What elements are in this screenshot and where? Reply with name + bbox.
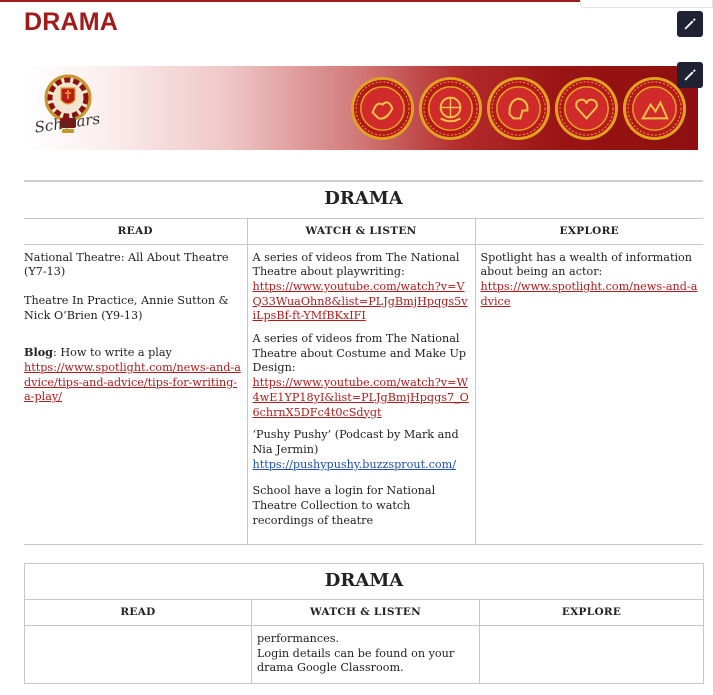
blog-link[interactable]: https://www.spotlight.com/news-and-advice/tips-and-advice/tips-for-writing-a-play/ (24, 361, 241, 404)
edit-banner-button[interactable] (677, 62, 703, 88)
playwriting-videos (253, 251, 470, 325)
watch-listen-cell (252, 626, 480, 684)
national-theatre-login-text: School have a login for National Theatre Collection to watch recordings of theatre (252, 484, 436, 527)
pencil-icon (683, 68, 697, 82)
login-details-text: Login details can be found on your drama Google Classroom. (257, 646, 455, 675)
svg-text:Scholars: Scholars (33, 109, 102, 137)
explore-cell (480, 626, 704, 684)
compassion-badge-icon (417, 75, 484, 142)
podcast-link[interactable]: https://pushypushy.buzzsprout.com/ (252, 457, 457, 471)
values-banner (24, 66, 698, 150)
playwriting-link[interactable]: https://www.youtube.com/watch?v=VQ33WuaOhn8&list=PLJgBmjHpqgs5viLpsBf-ft-YMfBKxIFI (252, 279, 468, 323)
podcast-text: ‘Pushy Pushy’ (Podcast by Mark and Nia Jermin) (252, 428, 459, 456)
performances-text: performances. (257, 632, 340, 645)
header-explore: EXPLORE (475, 218, 703, 244)
blog-label: Blog (24, 345, 53, 360)
table-title: DRAMA (24, 181, 703, 218)
top-tab (580, 0, 713, 8)
explore-text: Spotlight has a wealth of information about being an actor: (480, 250, 692, 279)
podcast-entry (253, 428, 470, 472)
costume-videos (253, 332, 470, 420)
drama-resources-table-continued (24, 563, 704, 684)
pencil-icon (683, 17, 697, 31)
page-title: DRAMA (24, 8, 119, 36)
blog-entry (24, 345, 242, 405)
kindness-badge-icon (349, 75, 416, 142)
values-badges (348, 71, 688, 147)
spotlight-link[interactable]: https://www.spotlight.com/news-and-advice (480, 279, 698, 308)
header-read: READ (25, 600, 252, 626)
drama-resources-table (24, 180, 703, 545)
header-watch-listen: WATCH & LISTEN (252, 600, 480, 626)
read-item-theatre-in-practice: Theatre In Practice, Annie Sutton & Nick O’Brien (Y9-13) (24, 293, 229, 322)
read-cell (24, 244, 247, 544)
dignity-badge-icon (553, 75, 620, 142)
courage-badge-icon (485, 75, 552, 142)
table-title: DRAMA (25, 564, 704, 600)
read-item-all-about-theatre: National Theatre: All About Theatre (Y7-13) (24, 250, 229, 279)
watch-listen-cell (247, 244, 475, 544)
read-cell (25, 626, 252, 684)
costume-link[interactable]: https://www.youtube.com/watch?v=W4wE1YP18yI&list=PLJgBmjHpqgs7_O6chrnX5DFc4t0cSdygt (252, 376, 469, 419)
scholars-logo (32, 68, 112, 148)
header-explore: EXPLORE (480, 600, 704, 626)
header-read: READ (24, 218, 247, 244)
header-watch-listen: WATCH & LISTEN (247, 218, 475, 244)
costume-text: A series of videos from The National Theatre about Costume and Make Up Design: (252, 332, 467, 375)
blog-text: : How to write a play (53, 346, 172, 360)
playwriting-text: A series of videos from The National Theatre about playwriting: (252, 250, 460, 279)
explore-cell (475, 244, 703, 544)
edit-title-button[interactable] (677, 11, 703, 37)
